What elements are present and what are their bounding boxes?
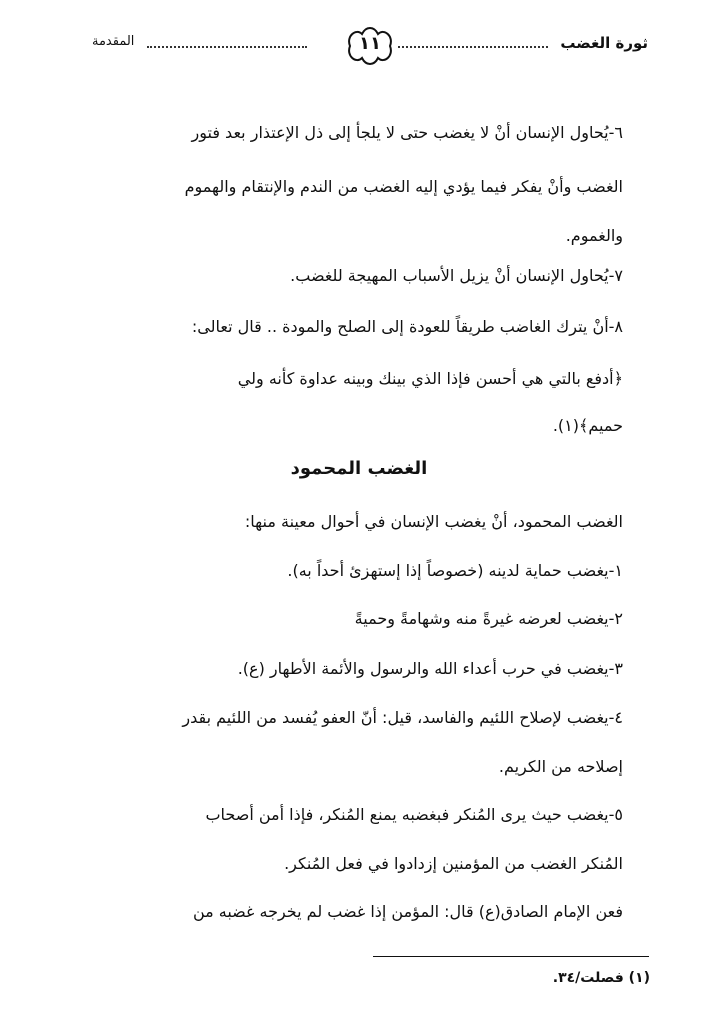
body-line: ٦-يُحاول الإنسان أنْ لا يغضب حتى لا يلجأ إلى ذل الإعتذار بعد فتور — [191, 123, 623, 142]
list-item: ٥-يغضب حيث يرى المُنكر فبغضبه يمنع المُنكر، فإذا أمن أصحاب — [205, 805, 623, 824]
header-dotted-rule — [398, 46, 548, 48]
quran-verse-line: حميم﴾(١). — [552, 416, 623, 435]
body-line: ٨-أنْ يترك الغاضب طريقاً للعودة إلى الصلح والمودة .. قال تعالى: — [191, 317, 623, 336]
body-line: الغضب وأنْ يفكر فيما يؤدي إليه الغضب من الندم والإنتقام والهموم — [184, 177, 623, 196]
page-number-badge — [342, 24, 398, 68]
body-line: ٧-يُحاول الإنسان أنْ يزيل الأسباب المهيجة للغضب. — [290, 266, 623, 285]
list-item: ٤-يغضب لإصلاح اللئيم والفاسد، قيل: أنّ العفو يُفسد من اللئيم بقدر — [182, 708, 623, 727]
section-title: الغضب المحمود — [290, 458, 428, 479]
footnote-divider — [373, 956, 649, 957]
quran-verse-line: ﴿أدفع بالتي هي أحسن فإذا الذي بينك وبينه عداوة كأنه ولي — [237, 369, 623, 388]
page-number: ١١ — [359, 33, 381, 54]
list-item: ٢-يغضب لعرضه غيرةً منه وشهامةً وحميةً — [354, 609, 623, 628]
list-item: ٣-يغضب في حرب أعداء الله والرسول والأئمة الأطهار (ع). — [237, 659, 623, 678]
footnote: (١) فصلت/٣٤. — [552, 970, 650, 986]
body-line: والغموم. — [565, 226, 623, 245]
page-header — [92, 24, 648, 70]
chapter-title: المقدمة — [92, 34, 135, 49]
list-item-continuation: إصلاحه من الكريم. — [498, 757, 623, 776]
header-dotted-rule — [147, 46, 307, 48]
list-item: ١-يغضب حماية لدينه (خصوصاً إذا إستهزئ أحداً به). — [287, 561, 623, 580]
body-line: الغضب المحمود، أنْ يغضب الإنسان في أحوال معينة منها: — [244, 512, 623, 531]
list-item-continuation: المُنكر الغضب من المؤمنين إزدادوا في فعل المُنكر. — [284, 854, 623, 873]
body-line: فعن الإمام الصادق(ع) قال: المؤمن إذا غضب لم يخرجه غضبه من — [192, 902, 623, 921]
book-title: ثورة الغضب — [560, 34, 648, 52]
